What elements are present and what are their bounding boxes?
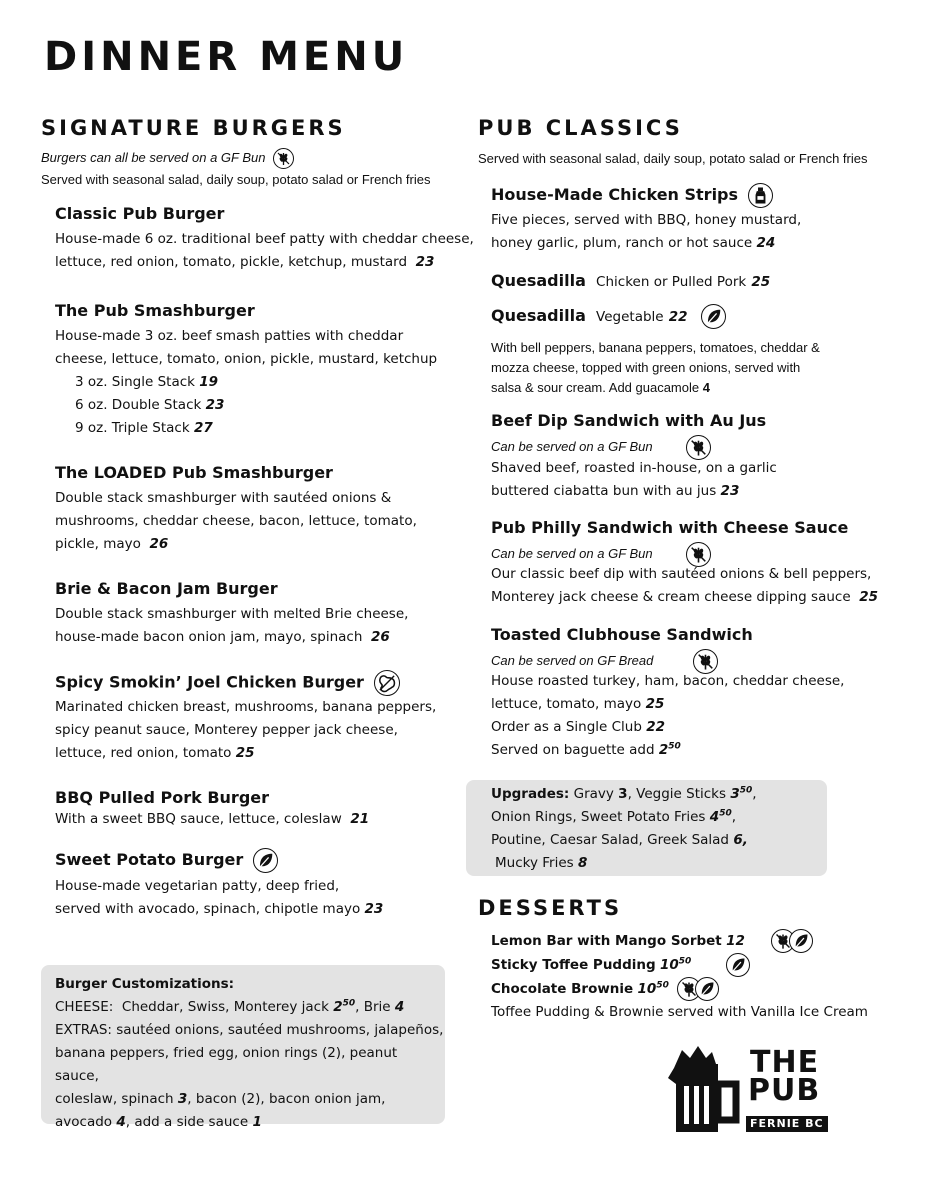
- item-desc-classic-pub-burger: House-made 6 oz. traditional beef patty with cheddar cheese, lettuce, red onion, tomato, pickle, ketchup, mustard 23: [55, 231, 474, 270]
- section-heading-desserts: DESSERTS: [478, 896, 623, 920]
- price: 23: [415, 254, 435, 270]
- item-name-sweet-potato-burger: Sweet Potato Burger: [55, 848, 278, 873]
- burger-customizations-box: [41, 965, 445, 1130]
- item-name-clubhouse-sandwich: Toasted Clubhouse Sandwich: [491, 625, 753, 644]
- item-desc-clubhouse-sandwich: House roasted turkey, ham, bacon, cheddar cheese, lettuce, tomato, mayo 25 Order as a Single Club 22 Served on baguette add $2^{50}$: [491, 673, 845, 758]
- logo-text-pub: PUB: [748, 1073, 821, 1108]
- item-name-classic-pub-burger: Classic Pub Burger: [55, 204, 225, 223]
- upgrades-text: Upgrades: Gravy 3, Veggie Sticks $3^{50}$, Onion Rings, Sweet Potato Fries $4^{50}$, Poutine, Caesar Salad, Greek Salad 6, Mucky Fries 8: [491, 785, 757, 871]
- item-name-philly-sandwich: Pub Philly Sandwich with Cheese Sauce: [491, 518, 849, 537]
- item-name-brie-bacon-jam-burger: Brie & Bacon Jam Burger: [55, 579, 278, 598]
- item-desc-pub-smashburger: House-made 3 oz. beef smash patties with cheddar cheese, lettuce, tomato, onion, pickle, mustard, ketchup 3 oz. Single Stack 19 6 oz. Double Stack 23 9 oz. Triple Stack 27: [55, 325, 437, 440]
- desserts-list: [491, 929, 868, 1024]
- vegetarian-leaf-icon: [726, 953, 750, 977]
- customizations-text: Burger Customizations: CHEESE: Cheddar, Swiss, Monterey jack $2^{50}$, Brie 4 EXTRAS: sautéed onions, sautéed mushrooms, jalapeños, banana peppers, fried egg, onion rings (2), peanut sauce, coleslaw, spinach 3, bacon (2), bacon onion jam, avocado 4, add a side sauce 1: [55, 973, 445, 1134]
- item-name-beef-dip: Beef Dip Sandwich with Au Jus: [491, 411, 767, 430]
- item-name-loaded-smashburger: The LOADED Pub Smashburger: [55, 463, 333, 482]
- item-name-spicy-chicken-burger: Spicy Smokin’ Joel Chicken Burger: [55, 670, 400, 696]
- item-desc-brie-bacon-jam-burger: Double stack smashburger with melted Brie cheese, house-made bacon onion jam, mayo, spinach 26: [55, 606, 409, 645]
- option-double-stack: 6 oz. Double Stack 23: [75, 397, 225, 413]
- clubhouse-gf-note: Can be served on GF Bread: [491, 649, 718, 674]
- item-desc-philly-sandwich: Our classic beef dip with sautéed onions & bell peppers, Monterey jack cheese & cream cheese dipping sauce 25: [491, 566, 879, 605]
- dessert-sticky-toffee: Sticky Toffee Pudding $10^{50}$: [491, 953, 868, 977]
- option-triple-stack: 9 oz. Triple Stack 27: [75, 420, 213, 436]
- dessert-chocolate-brownie: Chocolate Brownie $10^{50}$: [491, 977, 868, 1001]
- item-quesadilla-meat: Quesadilla Chicken or Pulled Pork 25: [491, 271, 771, 290]
- logo-text-fernie: FERNIE BC: [746, 1116, 828, 1132]
- desserts-note: Toffee Pudding & Brownie served with Vanilla Ice Cream: [491, 1004, 868, 1020]
- upgrades-box: [466, 780, 827, 876]
- item-name-chicken-strips: House-Made Chicken Strips: [491, 183, 773, 208]
- vegetarian-leaf-icon: [695, 977, 719, 1001]
- item-desc-sweet-potato-burger: House-made vegetarian patty, deep fried, served with avocado, spinach, chipotle mayo 23: [55, 878, 384, 917]
- vegetarian-leaf-icon: [789, 929, 813, 953]
- item-desc-quesadilla: With bell peppers, banana peppers, tomatoes, cheddar & mozza cheese, topped with green onions, served with salsa & sour cream. Add guacamole 4: [491, 340, 820, 395]
- vegetarian-leaf-icon: [253, 848, 278, 873]
- gf-bun-note: Burgers can all be served on a GF Bun: [41, 148, 294, 169]
- classics-served-with: Served with seasonal salad, daily soup, potato salad or French fries: [478, 151, 868, 166]
- logo-text-the: THE: [750, 1045, 820, 1080]
- vegetarian-leaf-icon: [701, 304, 726, 329]
- customizations-heading: Burger Customizations:: [55, 976, 235, 992]
- peanut-icon: [374, 670, 400, 696]
- milk-bottle-icon: [748, 183, 773, 208]
- item-name-bbq-pulled-pork-burger: BBQ Pulled Pork Burger: [55, 788, 270, 807]
- burgers-served-with: Served with seasonal salad, daily soup, potato salad or French fries: [41, 172, 431, 187]
- item-desc-bbq-pulled-pork-burger: With a sweet BBQ sauce, lettuce, coleslaw 21: [55, 811, 370, 827]
- section-heading-signature-burgers: SIGNATURE BURGERS: [41, 116, 346, 140]
- menu-title: DINNER MENU: [44, 34, 409, 80]
- philly-gf-note: Can be served on a GF Bun: [491, 542, 711, 567]
- item-desc-beef-dip: Shaved beef, roasted in-house, on a garlic buttered ciabatta bun with au jus 23: [491, 460, 777, 499]
- item-quesadilla-vegetable: Quesadilla Vegetable 22: [491, 304, 726, 329]
- beef-dip-gf-note: Can be served on a GF Bun: [491, 435, 711, 460]
- item-name-pub-smashburger: The Pub Smashburger: [55, 301, 255, 320]
- gluten-free-wheat-icon: [273, 148, 294, 169]
- item-desc-loaded-smashburger: Double stack smashburger with sautéed onions & mushrooms, cheddar cheese, bacon, lettuce, tomato, pickle, mayo 26: [55, 490, 417, 552]
- item-desc-spicy-chicken-burger: Marinated chicken breast, mushrooms, banana peppers, spicy peanut sauce, Monterey pepper jack cheese, lettuce, red onion, tomato 25: [55, 699, 437, 761]
- item-desc-chicken-strips: Five pieces, served with BBQ, honey mustard, honey garlic, plum, ranch or hot sauce 24: [491, 212, 802, 251]
- the-pub-logo: [668, 1044, 848, 1136]
- section-heading-pub-classics: PUB CLASSICS: [478, 116, 683, 140]
- dessert-lemon-bar: Lemon Bar with Mango Sorbet 12: [491, 929, 868, 953]
- option-single-stack: 3 oz. Single Stack 19: [75, 374, 219, 390]
